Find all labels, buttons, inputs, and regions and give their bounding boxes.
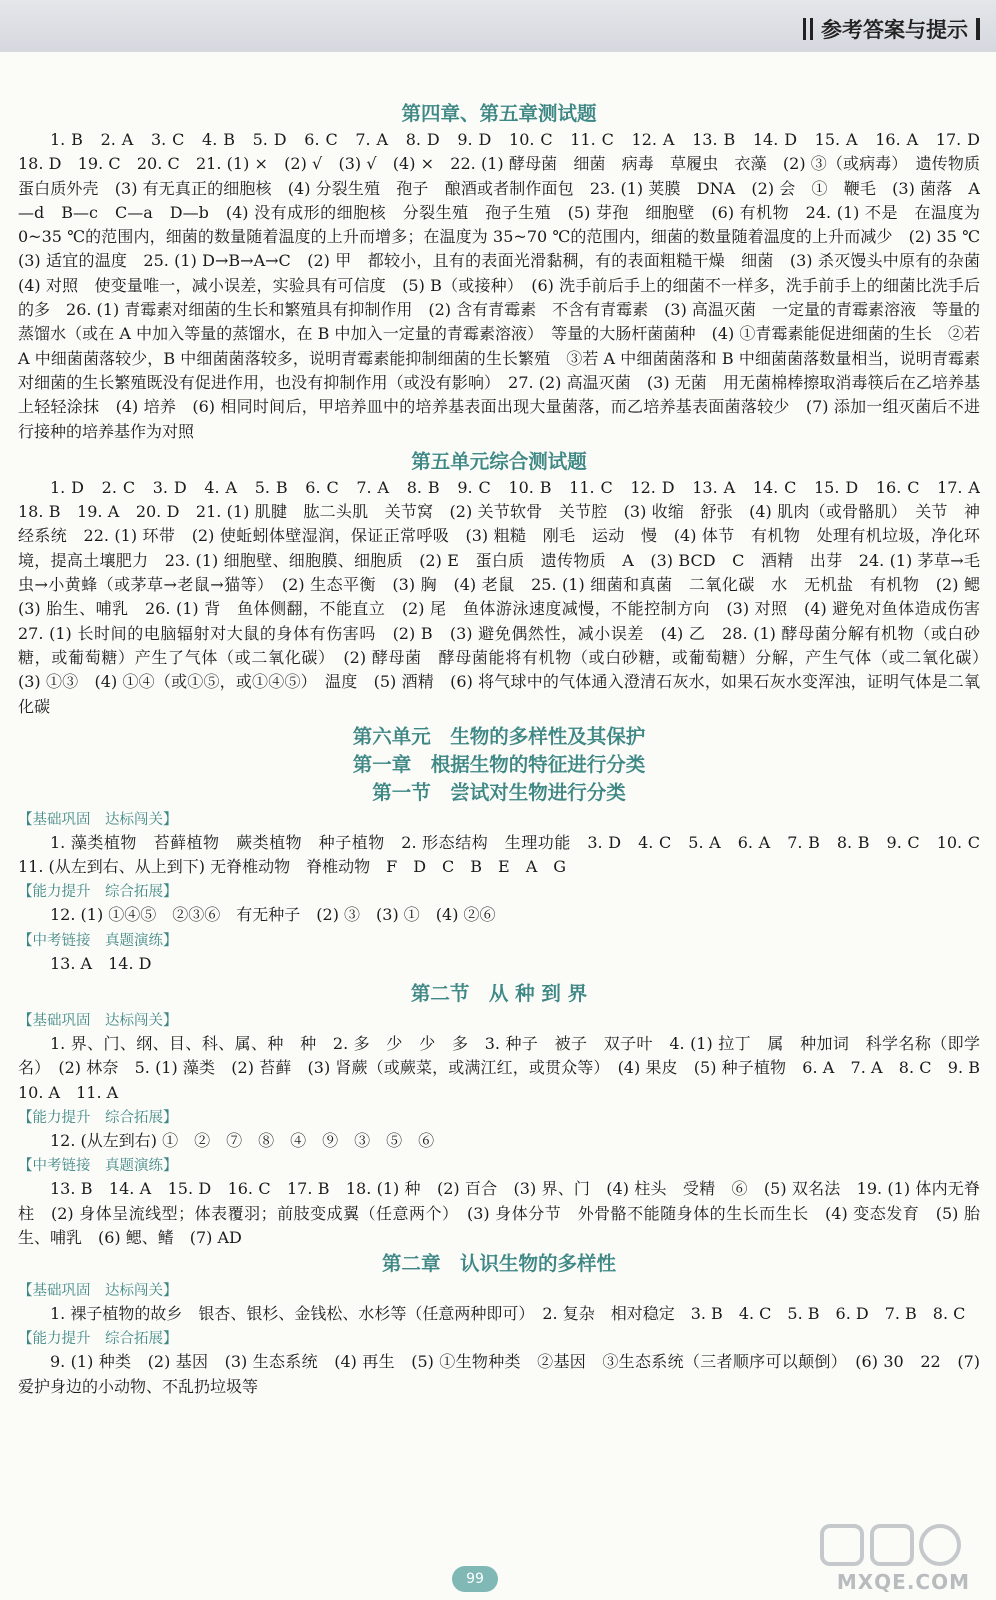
- section-heading-unit5: 第五单元综合测试题: [411, 449, 587, 473]
- sec1-tag-ability: 【能力提升 综合拓展】: [18, 884, 178, 901]
- sec1-tag-basic: 【基础巩固 达标闯关】: [18, 811, 178, 828]
- sec1-ability: 12. (1) ①④⑤ ②③⑥ 有无种子 (2) ③ (3) ① (4) ②⑥: [50, 905, 496, 925]
- chapter2-title: 第二章 认识生物的多样性: [381, 1252, 616, 1276]
- sec1-tag-exam: 【中考链接 真题演练】: [18, 932, 178, 949]
- page-number: 99: [452, 1566, 498, 1592]
- sec2-tag-ability: 【能力提升 综合拓展】: [18, 1109, 178, 1126]
- sec1-title: 第一节 尝试对生物进行分类: [372, 780, 626, 804]
- sec1-exam: 13. A 14. D: [50, 953, 152, 973]
- header-bars-icon: [803, 18, 813, 40]
- sec2-tag-exam: 【中考链接 真题演练】: [18, 1158, 178, 1175]
- answer-content: [18, 100, 996, 1399]
- header-title-text: 参考答案与提示: [821, 18, 968, 42]
- sec2-tag-basic: 【基础巩固 达标闯关】: [18, 1013, 178, 1030]
- sec2-basic: 1. 界、门、纲、目、科、属、种 种 2. 多 少 少 多 3. 种子 被子 双子叶 4. (1) 拉丁 属 种加词 科学名称（即学名） (2) 林奈 5. (1) 藻类 (2) 苔藓 (3) 肾蕨（或蕨菜，或满江红，或贯众等） (4) 果皮 (5) 种子植物 6. A 7. A 8. C 9. B 10. A 11. A: [18, 1034, 996, 1102]
- ch2-ability: 9. (1) 种类 (2) 基因 (3) 生态系统 (4) 再生 (5) ①生物种类 ②基因 ③生态系统（三者顺序可以颠倒） (6) 30 22 (7) 爱护身边的小动物、不乱扔垃圾等: [18, 1352, 980, 1396]
- section-heading-ch4-5: 第四章、第五章测试题: [401, 102, 597, 125]
- ch2-basic: 1. 裸子植物的故乡 银杏、银杉、金钱松、水杉等（任意两种即可） 2. 复杂 相对稳定 3. B 4. C 5. B 6. D 7. B 8. C: [50, 1304, 966, 1324]
- chapter1-title: 第一章 根据生物的特征进行分类: [352, 752, 646, 776]
- header-bar-icon: [976, 18, 980, 40]
- sec2-title: 第二节 从 种 到 界: [410, 982, 588, 1006]
- sec1-basic: 1. 藻类植物 苔藓植物 蕨类植物 种子植物 2. 形态结构 生理功能 3. D 4. C 5. A 6. A 7. B 8. B 9. C 10. C 11. (从左到右、从上到下) 无脊椎动物 脊椎动物 F D C B E A G: [18, 832, 996, 877]
- header-title: [803, 14, 980, 44]
- section-body-unit5: 1. D 2. C 3. D 4. A 5. B 6. C 7. A 8. B 9. C 10. B 11. C 12. D 13. A 14. C 15. D 16. C 17. A 18. B 19. A 20. D 21. (1) 肌腱 肱二头肌 关节窝 (2) 关节软骨 关节腔 (3) 收缩 舒张 (4) 肌肉（或骨骼肌） 关节 神经系统 22. (1) 环带 (2) 使蚯蚓体壁湿润，保证正常呼吸 (3) 粗糙 刚毛 运动 慢 (4) 体节 有机物 处理有机垃圾，净化环境，提高土壤肥力 23. (1) 细胞壁、细胞膜、细胞质 (2) E 蛋白质 遗传物质 A (3) BCD C 酒精 出芽 24. (1) 茅草→毛虫→小黄蜂（或茅草→老鼠→猫等） (2) 生态平衡 (3) 胸 (4) 老鼠 25. (1) 细菌和真菌 二氧化碳 水 无机盐 有机物 (2) 鳃 (3) 胎生、哺乳 26. (1) 背 鱼体侧翻，不能直立 (2) 尾 鱼体游泳速度减慢，不能控制方向 (3) 对照 (4) 避免对鱼体造成伤害 27. (1) 长时间的电脑辐射对大鼠的身体有伤害吗 (2) B (3) 避免偶然性，减小误差 (4) 乙 28. (1) 酵母菌分解有机物（或白砂糖，或葡萄糖）产生了气体（或二氧化碳） (2) 酵母菌 酵母菌能将有机物（或白砂糖，或葡萄糖）分解，产生气体（或二氧化碳） (3) ①③ (4) ①④（或①⑤，或①④⑤） 温度 (5) 酒精 (6) 将气球中的气体通入澄清石灰水，如果石灰水变浑浊，证明气体是二氧化碳: [18, 477, 996, 716]
- ch2-tag-basic: 【基础巩固 达标闯关】: [18, 1283, 178, 1300]
- watermark-url: MXQE.COM: [836, 1570, 970, 1594]
- sec2-exam: 13. B 14. A 15. D 16. C 17. B 18. (1) 种 (2) 百合 (3) 界、门 (4) 柱头 受精 ⑥ (5) 双名法 19. (1) 体内无脊柱 (2) 身体呈流线型；体表覆羽；前肢变成翼（任意两个） (3) 身体分节 外骨骼不能随身体的生长而生长 (4) 变态发育 (5) 胎生、哺乳 (6) 鳃、鳍 (7) AD: [18, 1179, 980, 1247]
- top-banner: [0, 0, 996, 52]
- watermark-logo-icon: [818, 1520, 968, 1570]
- sec2-ability: 12. (从左到右) ① ② ⑦ ⑧ ④ ⑨ ③ ⑤ ⑥: [50, 1130, 435, 1150]
- unit6-title: 第六单元 生物的多样性及其保护: [352, 724, 646, 748]
- ch2-tag-ability: 【能力提升 综合拓展】: [18, 1331, 178, 1348]
- page-footer: [0, 1560, 996, 1600]
- section-body-ch4-5: 1. B 2. A 3. C 4. B 5. D 6. C 7. A 8. D 9. D 10. C 11. C 12. A 13. B 14. D 15. A 16. A 17. D 18. D 19. C 20. C 21. (1) × (2) √ (3) √ (4) × 22. (1) 酵母菌 细菌 病毒 草履虫 衣藻 (2) ③（或病毒） 遗传物质 蛋白质外壳 (3) 有无真正的细胞核 (4) 分裂生殖 孢子 酿酒或者制作面包 23. (1) 荚膜 DNA (2) 会 ① 鞭毛 (3) 菌落 A—d B—c C—a D—b (4) 没有成形的细胞核 分裂生殖 孢子生殖 (5) 芽孢 细胞壁 (6) 有机物 24. (1) 不是 在温度为 0~35 ℃的范围内，细菌的数量随着温度的上升而增多；在温度为 35~70 ℃的范围内，细菌的数量随着温度的上升而减少 (2) 35 ℃ (3) 适宜的温度 25. (1) D→B→A→C (2) 甲 都较小，且有的表面光滑黏稠，有的表面粗糙干燥 细菌 (3) 杀灭馒头中原有的杂菌 (4) 对照 使变量唯一，减小误差，实验具有可信度 (5) B（或接种） (6) 洗手前后手上的细菌不一样多，洗手前手上的细菌比洗手后的多 26. (1) 青霉素对细菌的生长和繁殖具有抑制作用 (2) 含有青霉素 不含有青霉素 (3) 高温灭菌 一定量的青霉素溶液 等量的蒸馏水（或在 A 中加入等量的蒸馏水，在 B 中加入一定量的青霉素溶液） 等量的大肠杆菌菌种 (4) ①青霉素能促进细菌的生长 ②若 A 中细菌菌落较少，B 中细菌菌落较多，说明青霉素能抑制细菌的生长繁殖 ③若 A 中细菌菌落和 B 中细菌菌落数量相当，说明青霉素对细菌的生长繁殖既没有促进作用，也没有抑制作用（或没有影响） 27. (2) 高温灭菌 (3) 无菌 用无菌棉棒擦取消毒筷后在乙培养基上轻轻涂抹 (4) 培养 (6) 相同时间后，甲培养皿中的培养基表面出现大量菌落，而乙培养基表面菌落较少 (7) 添加一组灭菌后不进行接种的培养基作为对照: [18, 130, 996, 441]
